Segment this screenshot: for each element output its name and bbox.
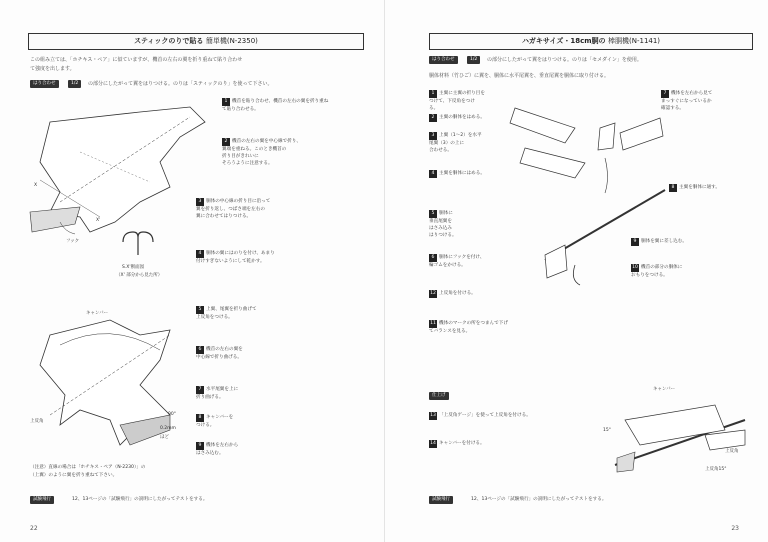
label-deg2: 上反角15° (705, 467, 727, 472)
step-6: 6 機首の左右の翼を 中心線で折り曲げる。 (196, 347, 243, 360)
step-4: 4 主翼を胴体にはめる。 (429, 170, 539, 178)
label-dim: 0.2mm (160, 426, 176, 431)
step-12-note: 12 上反角を付ける。 (430, 291, 476, 296)
label-camber: キャンバー (653, 387, 676, 392)
label-sx: S.X'断面図 (122, 265, 145, 270)
test-flight-tag: 試験飛行 (429, 496, 453, 504)
step-14: 14 キャンバーを付ける。 (430, 441, 485, 446)
step-13: 13 「上反角ゲージ」を使って上反角を付ける。 (430, 413, 531, 418)
label-sx2: （X' 部分から見た所） (116, 273, 163, 278)
test-flight-text: 12、13ページの「試験飛行」の説明にしたがってテストをする。 (471, 497, 607, 502)
label-dihedral: 上反角 (30, 419, 44, 424)
step-9: 9 胴体を翼に差し込む。 (631, 238, 751, 246)
step-6: 6 胴体にフックを付け、 輪ゴムをかける。 (429, 255, 485, 268)
step-1: 1 機首を貼り合わせ、機首の左右の翼を折り重ね て貼り合わせる。 (222, 99, 329, 112)
label-x: X (34, 183, 38, 188)
label-x2: X' (96, 218, 101, 223)
adjust-tag: 仕上げ (429, 392, 449, 400)
step-2: 2 機首の左右の翼を中心線で折り、 翼端を重ねる。このとき機首の 折り目がきれいに そろうように注意する。 (222, 139, 301, 167)
intro-text: この組み立ては、「ホチキス・ペア」に似ていますが、機首の左右の翼を折り重ねて貼り合わせ て強度を出します。 (30, 57, 243, 72)
label-deg: 90° (168, 412, 176, 417)
step-8: 8 キャンバーを つける。 (196, 415, 234, 428)
step-8: 8 主翼を胴体に通す。 (669, 184, 751, 192)
step-9: 9 機体を左右から はさみ込む。 (196, 443, 239, 456)
step-5: 5 胴体に 垂直尾翼を はさみ込み はりつける。 (429, 211, 457, 239)
step-4: 4 胴体の翼にはのりを付け、あまり 付けすぎないようにして乾かす。 (196, 251, 275, 264)
tag-number: 1/2 (68, 80, 81, 88)
step-3: 3 上翼（1～2）を水平 尾翼（3）の上に 合わせる。 (429, 133, 482, 154)
step-11: 11 機体のマークの所をつまんで下げ てバランスを見る。 (429, 321, 508, 334)
label-camber: キャンバー (86, 311, 109, 316)
tag-label: はり合わせ (30, 80, 59, 88)
page-header (28, 33, 364, 50)
step-3: 3 胴体の中心線の折り目に沿って 翼を折り返し、つばさ端を左右の 翼に合わせてはりつける。 (196, 199, 271, 220)
tag-text: の部分にしたがって翼をはりつける。のりは「スティックのり」を使って下さい。 (88, 81, 273, 87)
step-7: 7 機体を左右から見て まっすぐになっているか 確認する。 (661, 91, 713, 112)
tag-number: 1/2 (467, 56, 480, 64)
tag-label: はり合わせ (429, 56, 458, 64)
test-flight-text: 12、13ページの「試験飛行」の説明にしたがってテストをする。 (72, 497, 208, 502)
tag-text: の部分にしたがって翼をはりつける。のりは「セメダイン」を使用。 (487, 57, 642, 63)
header-title: ハガキサイズ・18cm胴の (521, 37, 606, 45)
final-plane-diagram (605, 390, 755, 485)
step-10: 10 機首の部分の胴体に おもりをつける。 (631, 265, 683, 278)
right-page (384, 0, 768, 542)
test-flight-tag: 試験飛行 (30, 496, 54, 504)
header-model: 簡単機(N-2350) (205, 37, 258, 45)
note-text: （注意）直線の場合は「ホチキス・ペア（N-2230）」の （上翼）のように翼を折り重ねて下さい。 (30, 465, 146, 478)
step-1: 1 主翼に主翼の折り目を つけて、下反角をつけ る。 (429, 91, 485, 112)
cross-section-diagram (118, 222, 158, 262)
step-7: 7 水平尾翼を上に 折り曲げる。 (196, 387, 239, 400)
page-header (429, 33, 753, 50)
label-deg1: 15° (603, 428, 611, 433)
page-number: 23 (731, 525, 739, 532)
step-2: 2 主翼の胴体をはめる。 (429, 114, 539, 122)
step-5: 5 上翼、尾翼を折り曲げて 上反角をつける。 (196, 307, 257, 320)
label-hook: フック (66, 239, 80, 244)
plane-diagram-bottom (20, 305, 200, 455)
header-title: スティックのりで貼る (134, 37, 204, 45)
intro-text: 胴体材料（竹ひご）に翼を、胴体に水平尾翼を、垂直尾翼を胴体に取り付ける。 (429, 73, 610, 79)
header-model: 棒胴機(N-1141) (608, 37, 661, 45)
fuselage-diagram (535, 180, 675, 300)
label-deg3: 上反角 (725, 449, 739, 454)
label-dim2: ほど (160, 435, 169, 440)
page-number: 22 (30, 525, 38, 532)
